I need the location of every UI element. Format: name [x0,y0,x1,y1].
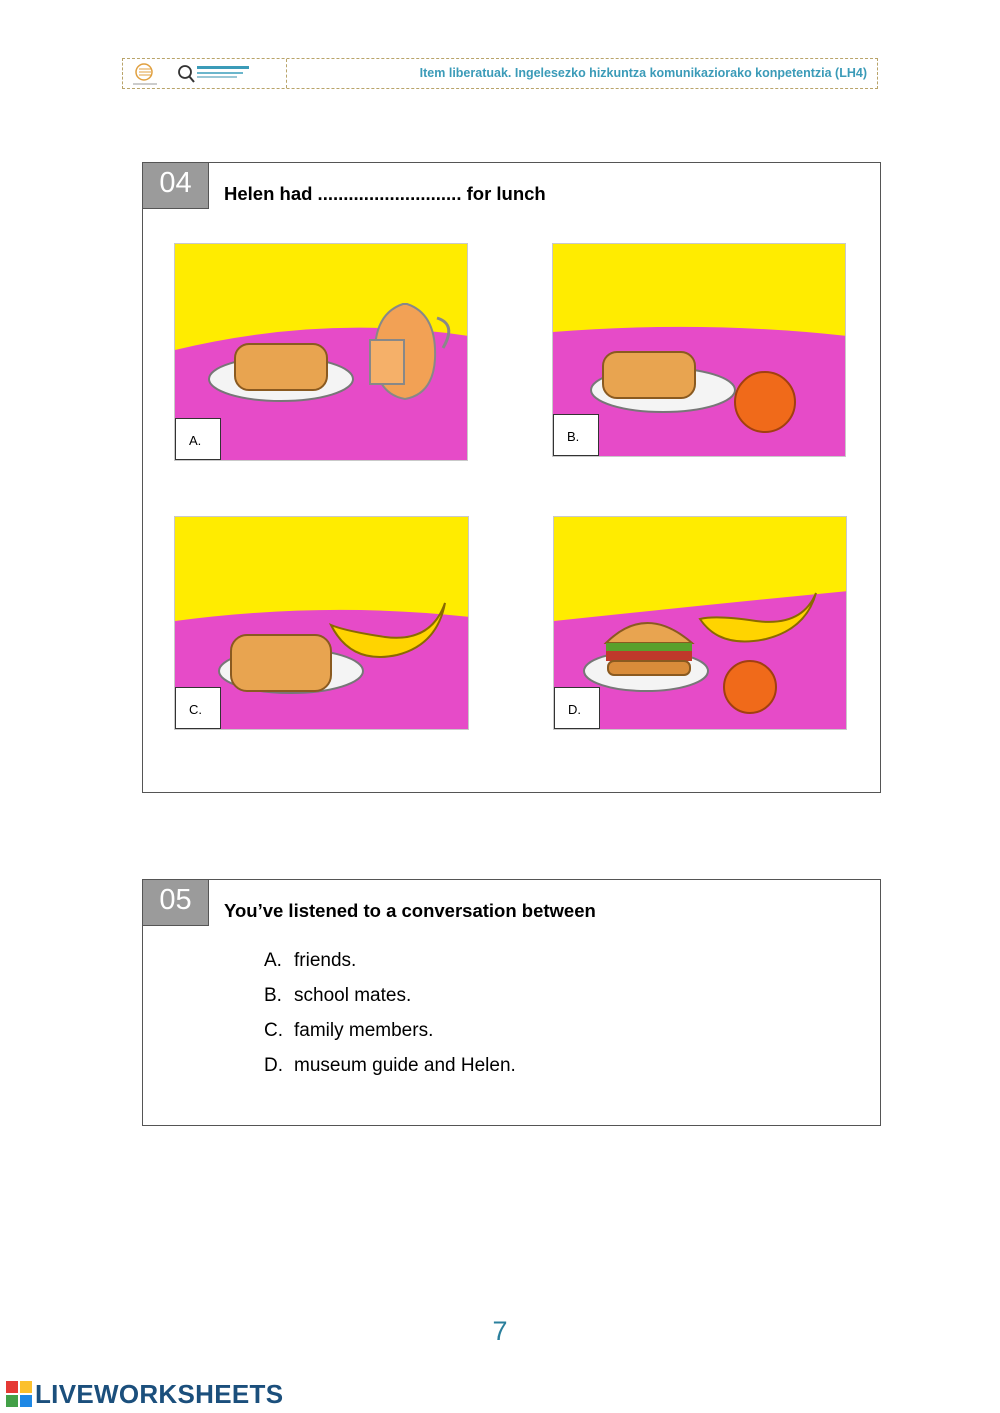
question-prompt: You’ve listened to a conversation between [224,900,596,921]
answer-option-d[interactable] [264,1051,516,1086]
question-04-box [142,162,881,793]
picture-option-a[interactable] [174,243,468,461]
picture-option-d[interactable] [553,516,847,730]
picture-option-c[interactable] [174,516,469,730]
picture-label: A. [175,418,221,460]
picture-option-b[interactable] [552,243,846,457]
question-prompt: Helen had ............................ for lunch [224,183,546,204]
option-letter: B. [264,985,282,1006]
page-header [122,58,878,89]
evaluation-institute-logo-icon [177,62,257,86]
option-text: museum guide and Helen. [294,1055,516,1076]
option-text: school mates. [294,985,412,1006]
education-logo-icon [129,61,165,87]
brand-name: LIVEWORKSHEETS [35,1378,284,1409]
liveworksheets-logo[interactable] [6,1379,283,1409]
header-logos [123,59,287,88]
liveworksheets-squares-icon [6,1381,32,1407]
picture-label: C. [175,687,221,729]
answer-option-c[interactable] [264,1016,516,1051]
option-text: friends. [294,950,357,971]
answer-option-b[interactable] [264,981,516,1016]
picture-label: B. [553,414,599,456]
option-letter: C. [264,1020,283,1041]
answer-option-a[interactable] [264,946,516,981]
option-letter: D. [264,1055,283,1076]
question-number: 04 [143,163,209,209]
option-letter: A. [264,950,282,971]
question-number: 05 [143,880,209,926]
question-05-box [142,879,881,1126]
answer-options [264,946,516,1086]
header-title: Item liberatuak. Ingelesezko hizkuntza komunikaziorako konpetentzia (LH4) [419,66,867,80]
picture-label: D. [554,687,600,729]
page-number: 7 [492,1316,508,1346]
option-text: family members. [294,1020,434,1041]
